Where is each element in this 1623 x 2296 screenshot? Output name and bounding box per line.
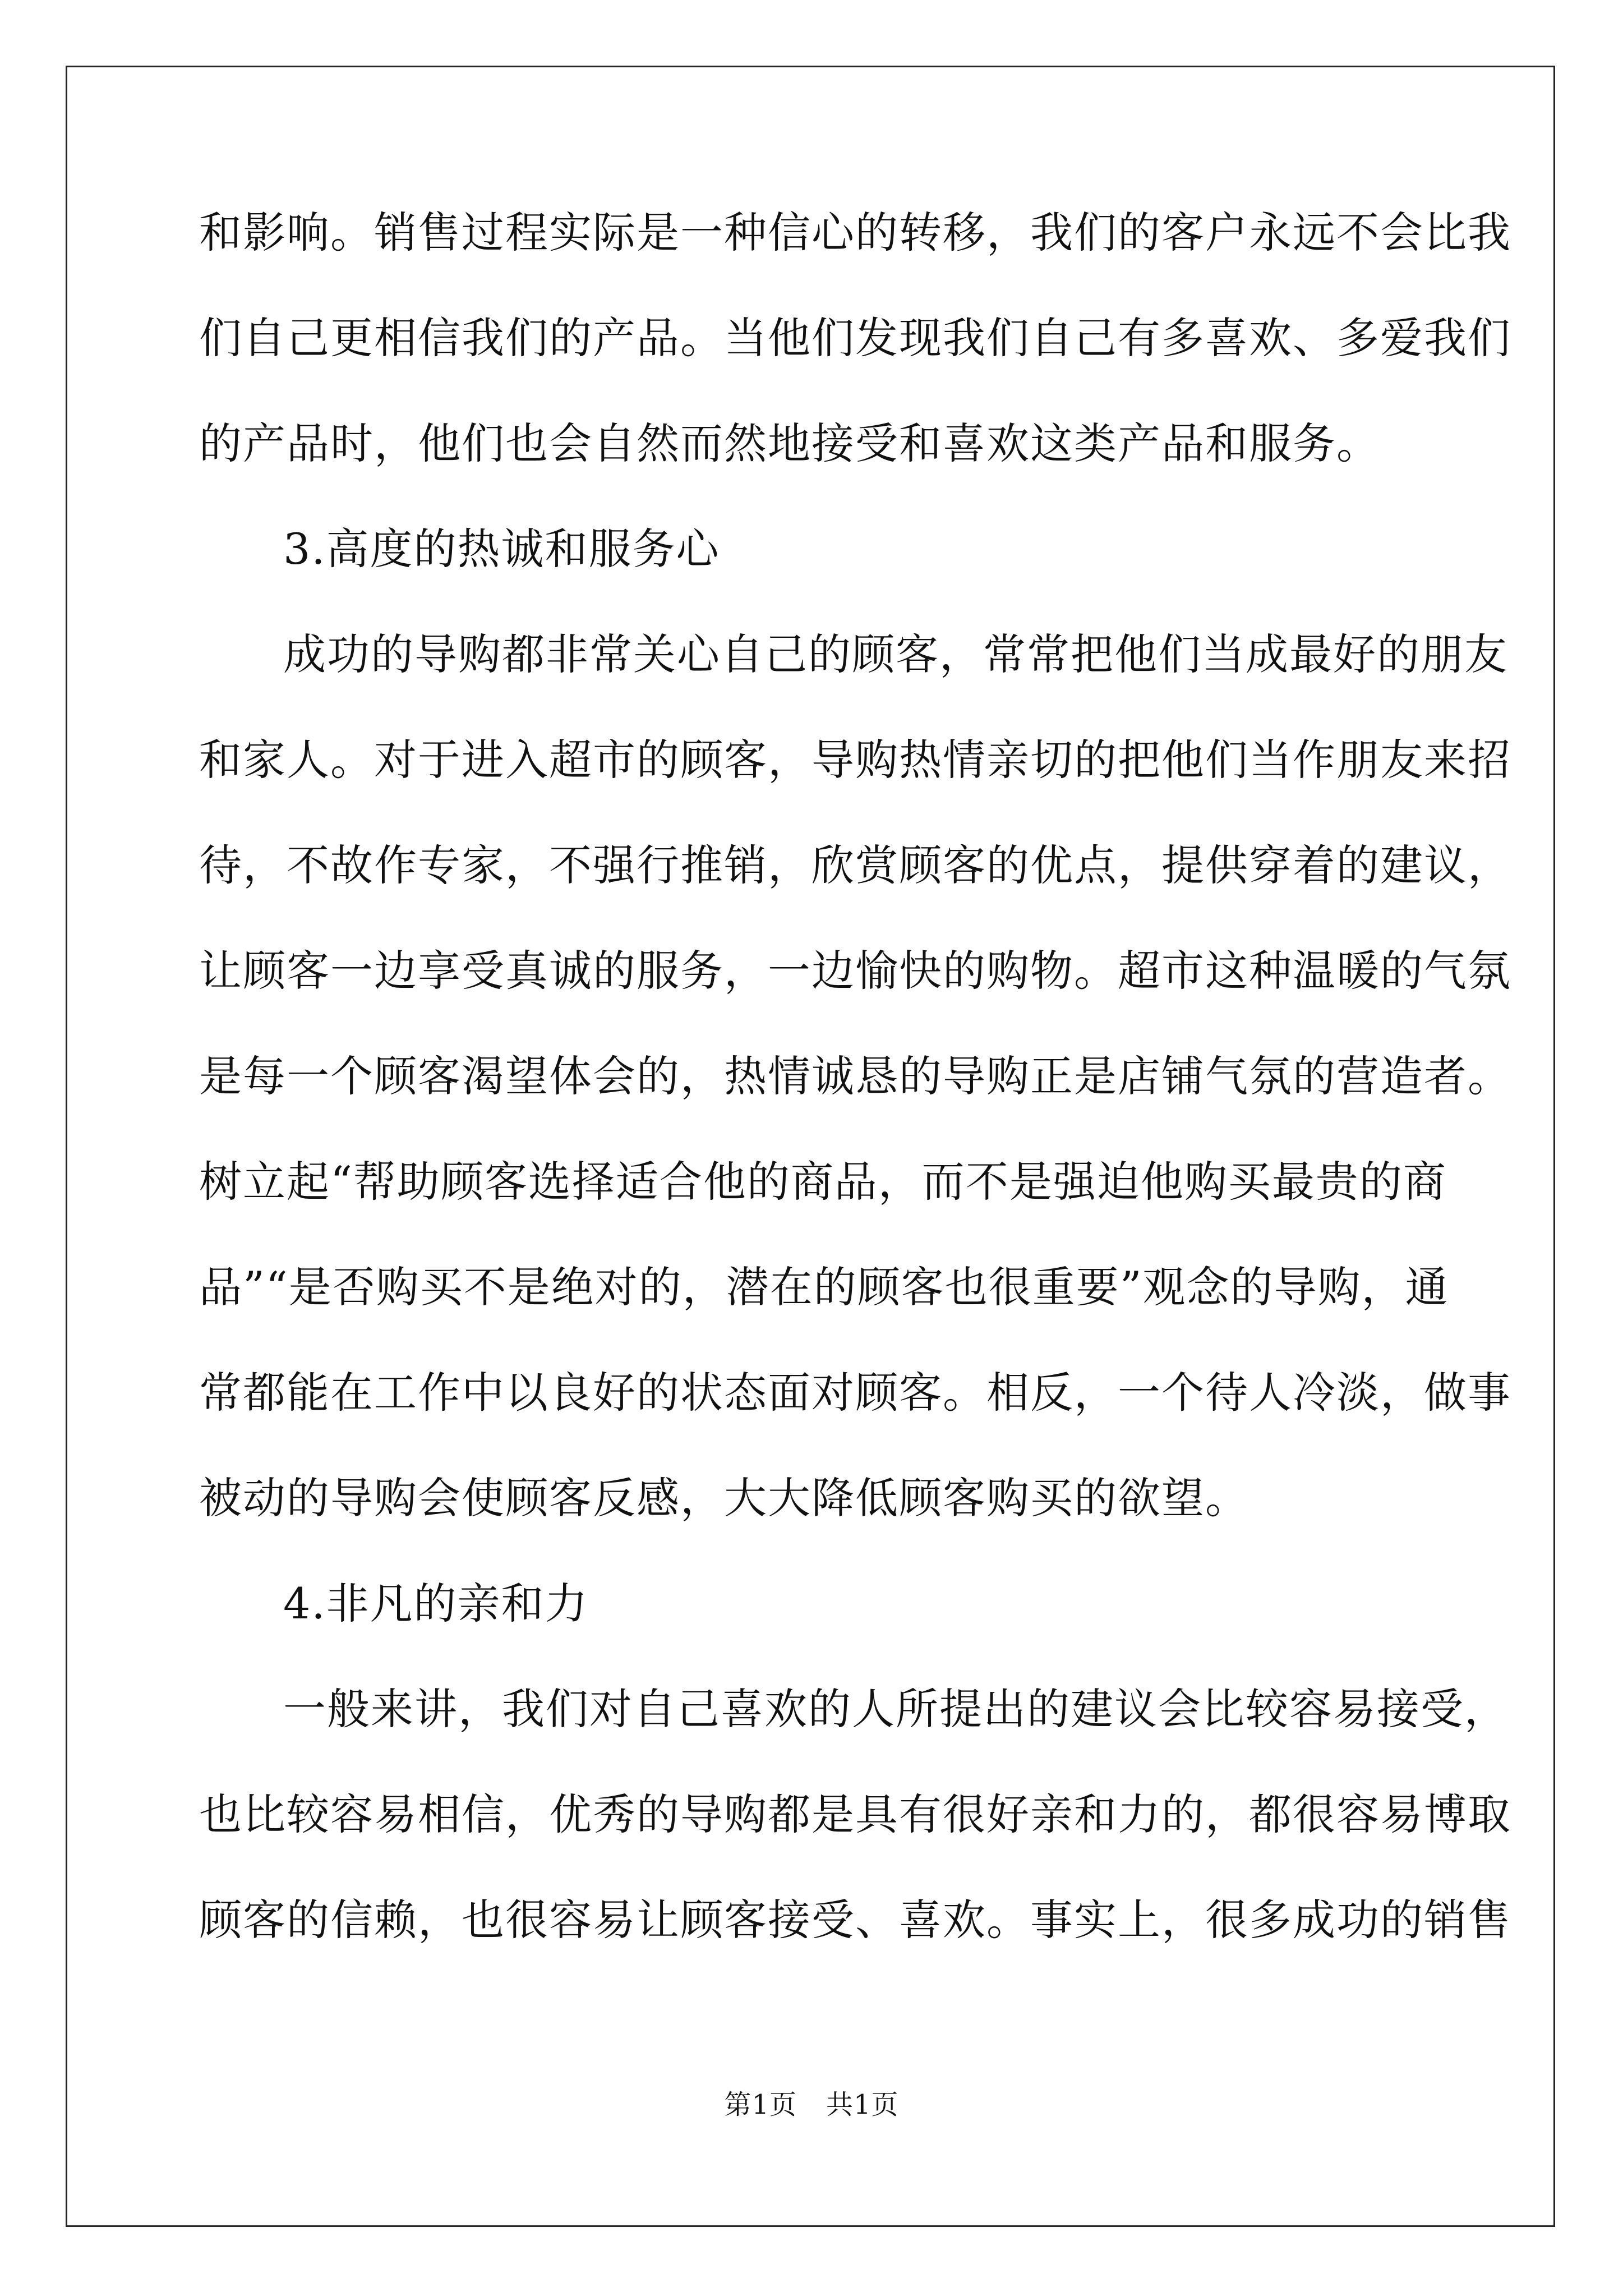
text-line: 被动的导购会使顾客反感，大大降低顾客购买的欲望。 bbox=[199, 1473, 1249, 1523]
text-line: 和影响。销售过程实际是一种信心的转移，我们的客户永远不会比我 bbox=[199, 208, 1511, 257]
page-number-current: 第1页 bbox=[724, 2089, 797, 2120]
text-line: 的产品时，他们也会自然而然地接受和喜欢这类产品和服务。 bbox=[199, 418, 1380, 468]
section-heading: 3.高度的热诚和服务心 bbox=[283, 524, 720, 574]
text-line: 是每一个顾客渴望体会的，热情诚恳的导购正是店铺气氛的营造者。 bbox=[199, 1051, 1511, 1101]
text-line: 品”“是否购买不是绝对的，潜在的顾客也很重要”观念的导购，通 bbox=[199, 1262, 1449, 1312]
text-line: 也比较容易相信，优秀的导购都是具有很好亲和力的，都很容易博取 bbox=[199, 1789, 1511, 1839]
page-footer bbox=[0, 2088, 1623, 2122]
text-line: 待，不故作专家，不强行推销，欣赏顾客的优点，提供穿着的建议， bbox=[199, 840, 1511, 890]
text-line: 常都能在工作中以良好的状态面对顾客。相反，一个待人冷淡，做事 bbox=[199, 1368, 1511, 1418]
text-line: 顾客的信赖，也很容易让顾客接受、喜欢。事实上，很多成功的销售 bbox=[199, 1895, 1511, 1945]
text-line: 成功的导购都非常关心自己的顾客，常常把他们当成最好的朋友 bbox=[283, 629, 1508, 679]
page-number-total: 共1页 bbox=[826, 2089, 899, 2120]
text-line: 和家人。对于进入超市的顾客，导购热情亲切的把他们当作朋友来招 bbox=[199, 735, 1511, 785]
text-line: 们自己更相信我们的产品。当他们发现我们自己有多喜欢、多爱我们 bbox=[199, 313, 1511, 363]
text-line: 让顾客一边享受真诚的服务，一边愉快的购物。超市这种温暖的气氛 bbox=[199, 946, 1511, 996]
text-line: 树立起“帮助顾客选择适合他的商品，而不是强迫他购买最贵的商 bbox=[199, 1157, 1447, 1207]
section-heading: 4.非凡的亲和力 bbox=[283, 1579, 589, 1628]
text-line: 一般来讲，我们对自己喜欢的人所提出的建议会比较容易接受， bbox=[283, 1684, 1508, 1734]
